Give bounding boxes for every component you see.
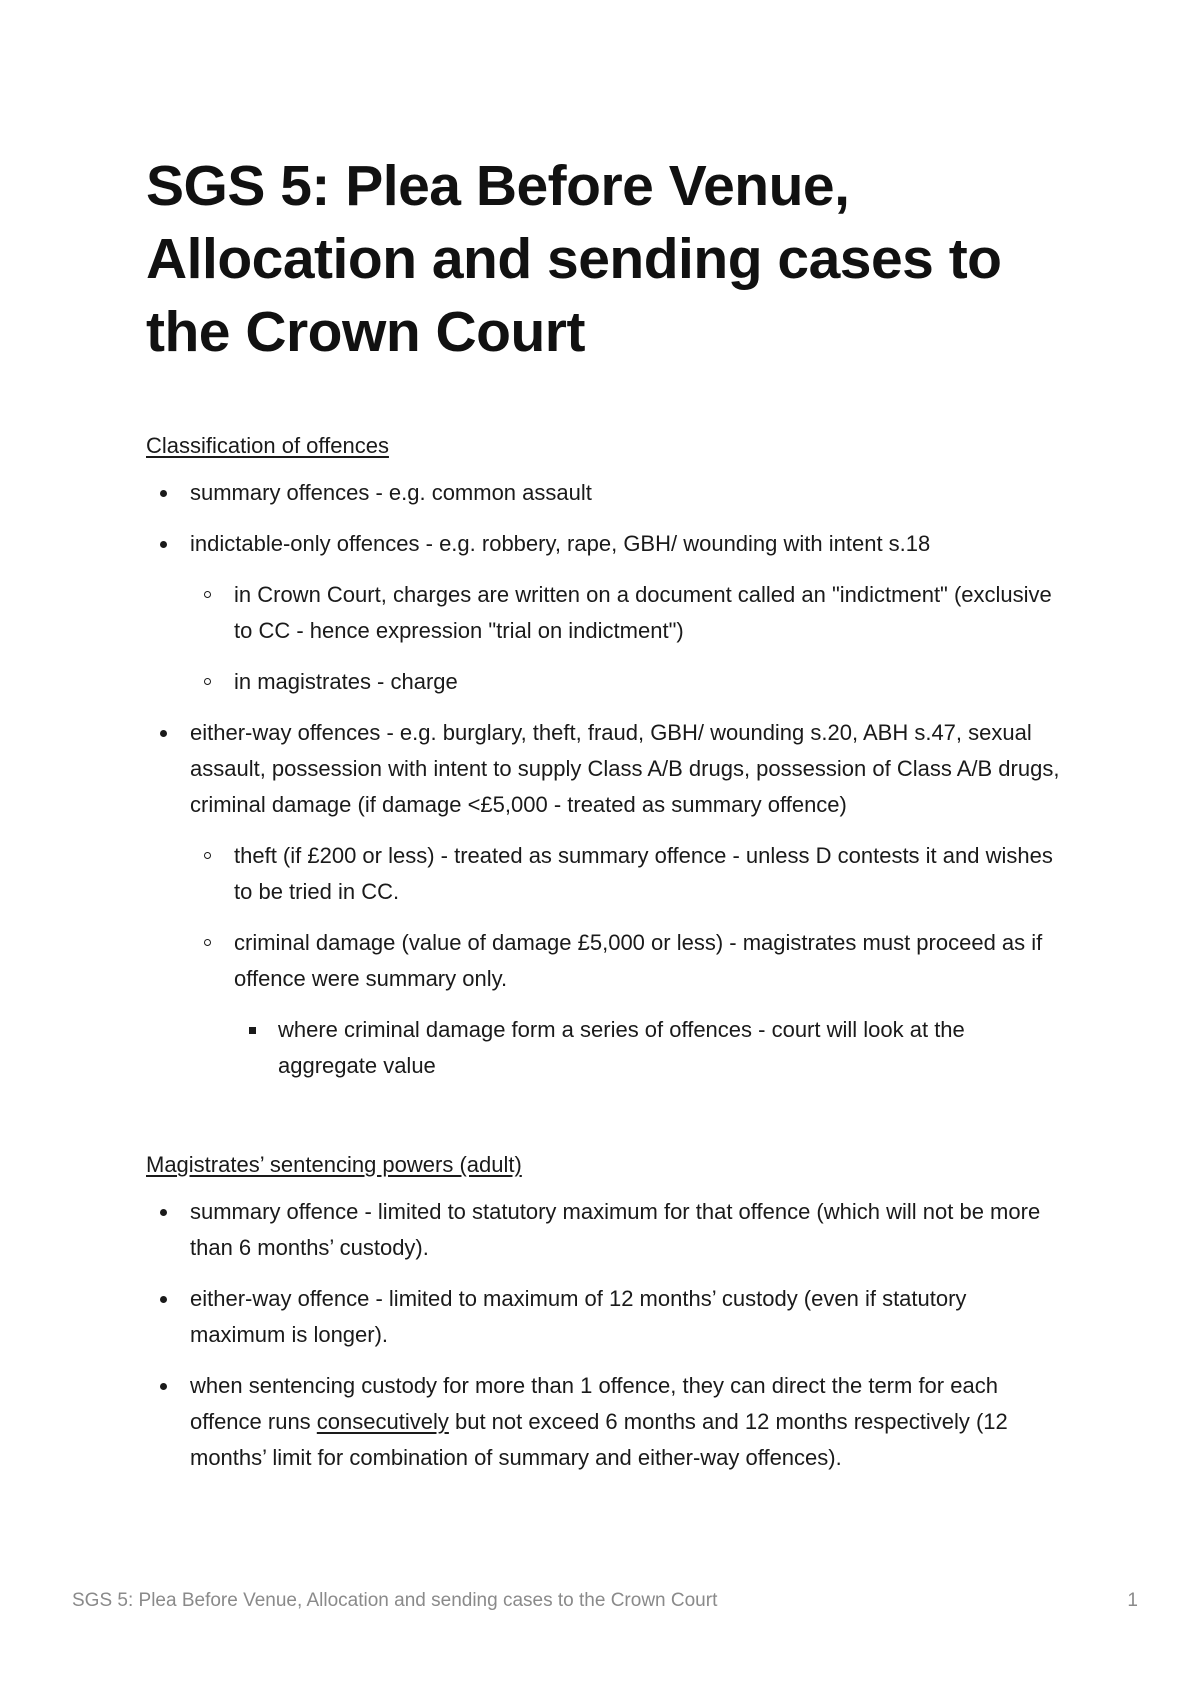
bullet-disc-icon (160, 730, 167, 737)
bullet-disc-icon (160, 1296, 167, 1303)
list-item (146, 838, 1066, 910)
list-item (146, 1012, 1066, 1084)
page-number: 1 (1127, 1590, 1138, 1611)
list-item (146, 475, 1066, 511)
bullet-circle-icon (204, 852, 211, 859)
list-item-text: in Crown Court, charges are written on a document called an "indictment" (exclusive to CC - hence expression "trial on indictment") (234, 582, 1052, 643)
section-heading-classification: Classification of offences (146, 433, 389, 458)
list-item-text: criminal damage (value of damage £5,000 or less) - magistrates must proceed as if offence were summary only. (234, 930, 1043, 991)
list-item-text (190, 1368, 1066, 1476)
list-item-text: in magistrates - charge (234, 669, 458, 694)
list-item (146, 664, 1066, 700)
bullet-circle-icon (204, 678, 211, 685)
bullet-circle-icon (204, 939, 211, 946)
list-item (146, 1368, 1066, 1476)
list-item-text: indictable-only offences - e.g. robbery, rape, GBH/ wounding with intent s.18 (190, 531, 931, 556)
classification-list (146, 475, 1066, 1084)
document-page (146, 150, 1066, 1476)
page-footer (72, 1590, 1138, 1612)
page-title: SGS 5: Plea Before Venue, Allocation and sending cases to the Crown Court (146, 154, 1002, 364)
underlined-term: consecutively (316, 1409, 449, 1434)
list-item-text: theft (if £200 or less) - treated as summary offence - unless D contests it and wishes to be tried in CC. (234, 843, 1053, 904)
list-item (146, 526, 1066, 562)
list-item-text: summary offences - e.g. common assault (190, 480, 592, 505)
list-item-text: where criminal damage form a series of offences - court will look at the aggregate value (278, 1017, 965, 1078)
bullet-disc-icon (160, 1209, 167, 1216)
section-heading-sentencing-powers: Magistrates’ sentencing powers (adult) (146, 1152, 522, 1177)
list-item (146, 1194, 1066, 1266)
bullet-square-icon (249, 1027, 256, 1034)
bullet-disc-icon (160, 490, 167, 497)
list-item-text: summary offence - limited to statutory maximum for that offence (which will not be more than 6 months’ custody). (190, 1199, 1041, 1260)
bullet-disc-icon (160, 1383, 167, 1390)
text-fragment: when sentencing custody for more than 1 offence, they can direct the term for each offence runs (190, 1373, 998, 1434)
list-item (146, 1281, 1066, 1353)
bullet-disc-icon (160, 541, 167, 548)
bullet-circle-icon (204, 591, 211, 598)
footer-title: SGS 5: Plea Before Venue, Allocation and sending cases to the Crown Court (72, 1590, 718, 1611)
list-item-text: either-way offences - e.g. burglary, theft, fraud, GBH/ wounding s.20, ABH s.47, sexual assault, possession with intent to supply Class A/B drugs, possession of Class A/B drugs, criminal damage (if damage <£5,000 - treated as summary offence) (190, 720, 1060, 817)
text-fragment: but not exceed 6 months and 12 months respectively (12 months’ limit for combination of summary and either-way offences). (190, 1409, 1008, 1470)
list-item (146, 715, 1066, 823)
list-item (146, 925, 1066, 997)
list-item (146, 577, 1066, 649)
list-item-text: either-way offence - limited to maximum of 12 months’ custody (even if statutory maximum is longer). (190, 1286, 967, 1347)
sentencing-powers-list (146, 1194, 1066, 1476)
